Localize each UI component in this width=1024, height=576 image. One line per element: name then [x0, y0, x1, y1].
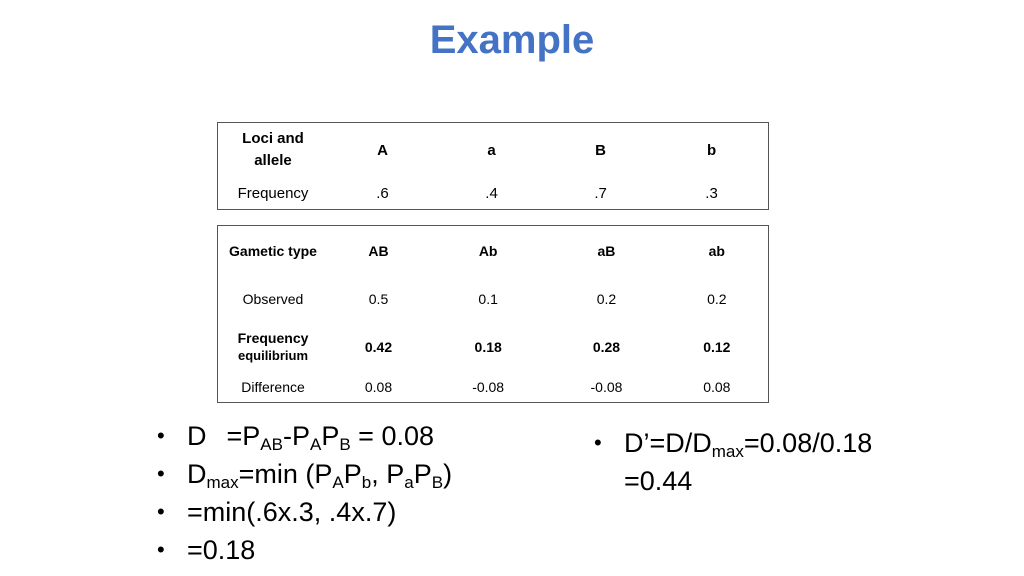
bullet-d-prime: • $D’=D/D_{max}=0.08/0.18$ =0.44	[592, 424, 992, 500]
observed-ab: 0.2	[707, 290, 727, 307]
observed-aB: 0.2	[596, 290, 617, 307]
equilibrium-ab: 0.12	[703, 338, 731, 355]
difference-AB: 0.08	[364, 378, 393, 395]
difference-Ab: -0.08	[472, 378, 505, 395]
header-B: B	[595, 141, 606, 159]
header-a: a	[487, 141, 496, 159]
row-label-difference: Difference	[241, 378, 305, 395]
equilibrium-aB: 0.28	[592, 338, 621, 355]
freq-a: .4	[485, 184, 498, 202]
header-A: A	[377, 141, 388, 159]
difference-aB: -0.08	[590, 378, 623, 395]
freq-b: .3	[705, 184, 718, 202]
bullet-d-definition: • $D =P_{AB}-P_AP_B = 0.08$	[155, 417, 585, 455]
header-Ab: Ab	[478, 242, 498, 259]
bullet-dmax-definition: • $D_{max}=\min$ ($P_AP_b$, $P_aP_B$)	[155, 455, 585, 493]
equilibrium-Ab: 0.18	[474, 338, 502, 355]
left-bullet-list	[155, 417, 585, 569]
freq-B: .7	[594, 184, 607, 202]
header-b: b	[706, 141, 717, 159]
observed-AB: 0.5	[368, 290, 389, 307]
freq-label-line2: equilibrium	[237, 347, 309, 363]
header-aB: aB	[597, 242, 616, 259]
header-loci-allele: Loci and allele	[242, 130, 304, 170]
bullet-icon: •	[157, 499, 165, 524]
bullet-result: • =0.18	[155, 531, 585, 569]
header-ab: ab	[708, 242, 725, 259]
right-bullet-list	[592, 424, 992, 500]
gametic-type-table	[217, 225, 769, 403]
header-gametic-type: Gametic type	[229, 242, 317, 259]
bullet-min-calc: • =min(.6x.3, .4x.7)	[155, 493, 585, 531]
equilibrium-AB: 0.42	[364, 338, 393, 355]
freq-A: .6	[376, 184, 389, 202]
row-label-observed: Observed	[242, 290, 304, 307]
row-label-frequency-equilibrium	[218, 322, 329, 372]
bullet-icon: •	[594, 430, 602, 455]
bullet-icon: •	[157, 461, 165, 486]
observed-Ab: 0.1	[478, 290, 498, 307]
header-AB: AB	[368, 242, 389, 259]
slide-title: Example	[429, 18, 595, 62]
allele-frequency-table	[217, 122, 769, 210]
row-label-frequency: Frequency	[237, 184, 309, 202]
difference-ab: 0.08	[703, 378, 731, 395]
bullet-icon: •	[157, 537, 165, 562]
freq-label-line1: Frequency	[237, 329, 309, 346]
bullet-icon: •	[157, 423, 165, 448]
